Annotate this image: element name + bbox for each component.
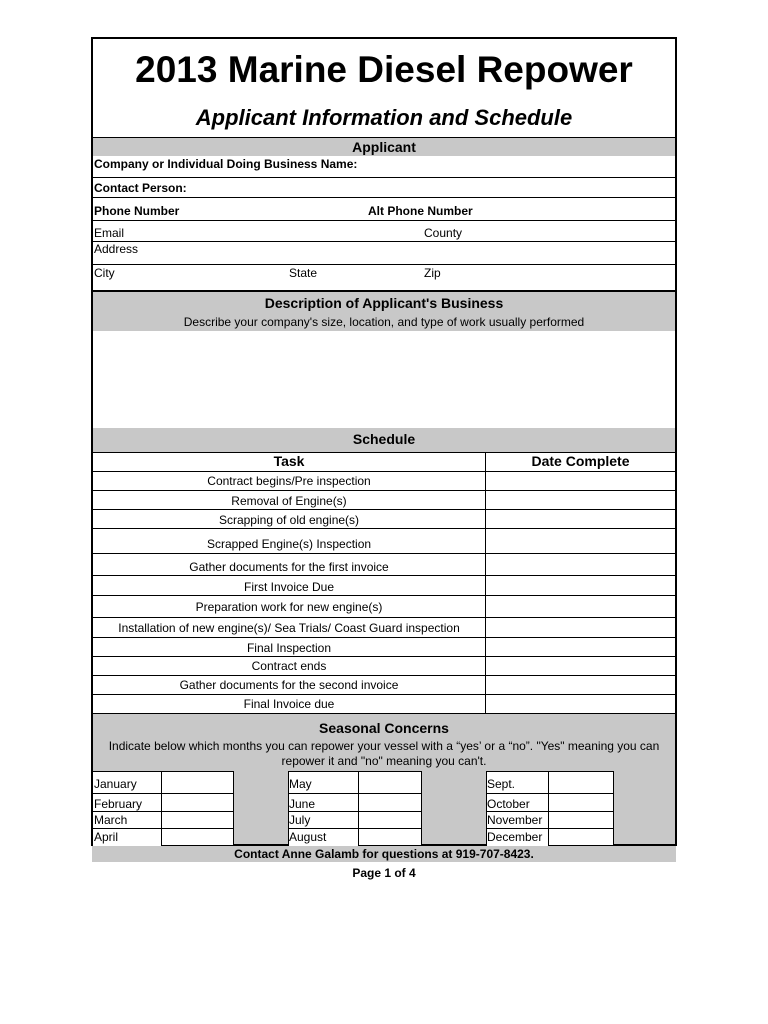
page-number: Page 1 of 4: [352, 866, 416, 880]
task-installation: Installation of new engine(s)/ Sea Trials/ Coast Guard inspection: [118, 621, 460, 635]
divider: [93, 637, 675, 638]
divider: [93, 509, 675, 510]
application-form: [91, 37, 677, 846]
month-sept: Sept.: [487, 777, 516, 791]
task-gather-documents-second: Gather documents for the second invoice: [179, 678, 399, 692]
divider: [93, 471, 675, 472]
month-august: August: [289, 830, 327, 844]
phone-label: Phone Number: [94, 204, 180, 218]
form-subtitle: Applicant Information and Schedule: [195, 105, 573, 130]
month-june: June: [289, 797, 316, 811]
business-heading: Description of Applicant's Business: [264, 295, 504, 311]
task-final-invoice-due: Final Invoice due: [243, 697, 335, 711]
month-july: July: [289, 813, 311, 827]
contact-footer: Contact Anne Galamb for questions at 919-707-8423.: [234, 847, 534, 861]
task-scrapping-old-engine: Scrapping of old engine(s): [218, 513, 360, 527]
month-october: October: [487, 797, 530, 811]
month-may: May: [289, 777, 312, 791]
divider: [93, 575, 675, 576]
city-label: City: [94, 266, 115, 280]
divider: [93, 220, 675, 221]
divider: [93, 617, 675, 618]
month-february: February: [94, 797, 143, 811]
divider: [93, 490, 675, 491]
email-label: Email: [94, 226, 125, 240]
month-november: November: [487, 813, 543, 827]
date-complete-column-header: Date Complete: [531, 453, 630, 469]
task-contract-begins: Contract begins/Pre inspection: [207, 474, 371, 488]
column-divider: [486, 771, 487, 846]
alt-phone-label: Alt Phone Number: [368, 204, 473, 218]
seasonal-heading: Seasonal Concerns: [319, 720, 449, 736]
business-instruction: Describe your company's size, location, and type of work usually performed: [183, 315, 585, 329]
divider: [93, 553, 675, 554]
task-removal-of-engine: Removal of Engine(s): [231, 494, 347, 508]
answer-july[interactable]: [358, 811, 422, 829]
month-march: March: [94, 813, 128, 827]
task-contract-ends: Contract ends: [251, 659, 327, 673]
divider: [288, 771, 422, 772]
address-label: Address: [94, 242, 139, 256]
month-april: April: [94, 830, 119, 844]
answer-sept[interactable]: [548, 771, 614, 794]
divider: [93, 264, 675, 265]
county-label: County: [424, 226, 463, 240]
task-final-inspection: Final Inspection: [246, 641, 332, 655]
divider: [93, 656, 675, 657]
contact-label: Contact Person:: [94, 181, 187, 195]
divider: [93, 595, 675, 596]
answer-february[interactable]: [161, 793, 234, 812]
seasonal-instruction-line2: repower it and "no" meaning you can't.: [281, 754, 487, 768]
task-gather-documents-first: Gather documents for the first invoice: [189, 560, 389, 574]
divider: [93, 197, 675, 198]
divider: [93, 771, 234, 772]
divider: [93, 694, 675, 695]
divider: [93, 241, 675, 242]
task-scrapped-engine-inspection: Scrapped Engine(s) Inspection: [206, 537, 372, 551]
month-january: January: [94, 777, 137, 791]
form-title: 2013 Marine Diesel Repower: [135, 49, 633, 90]
zip-label: Zip: [424, 266, 441, 280]
divider: [93, 528, 675, 529]
answer-october[interactable]: [548, 793, 614, 812]
answer-june[interactable]: [358, 793, 422, 812]
company-label: Company or Individual Doing Business Name:: [94, 157, 358, 171]
applicant-heading: Applicant: [352, 139, 416, 155]
divider: [93, 675, 675, 676]
task-first-invoice-due: First Invoice Due: [243, 580, 335, 594]
task-preparation-work: Preparation work for new engine(s): [195, 600, 383, 614]
divider: [486, 771, 614, 772]
answer-january[interactable]: [161, 771, 234, 794]
answer-november[interactable]: [548, 811, 614, 829]
task-column-header: Task: [273, 453, 305, 469]
answer-december[interactable]: [548, 828, 614, 846]
answer-may[interactable]: [358, 771, 422, 794]
answer-march[interactable]: [161, 811, 234, 829]
answer-april[interactable]: [161, 828, 234, 846]
answer-august[interactable]: [358, 828, 422, 846]
divider: [93, 177, 675, 178]
seasonal-instruction-line1: Indicate below which months you can repower your vessel with a “yes’ or a “no”. "Yes" meaning you can: [108, 739, 660, 753]
business-description-field[interactable]: [93, 331, 675, 427]
schedule-heading: Schedule: [352, 431, 416, 447]
month-december: December: [487, 830, 543, 844]
column-divider: [288, 771, 289, 846]
state-label: State: [289, 266, 318, 280]
